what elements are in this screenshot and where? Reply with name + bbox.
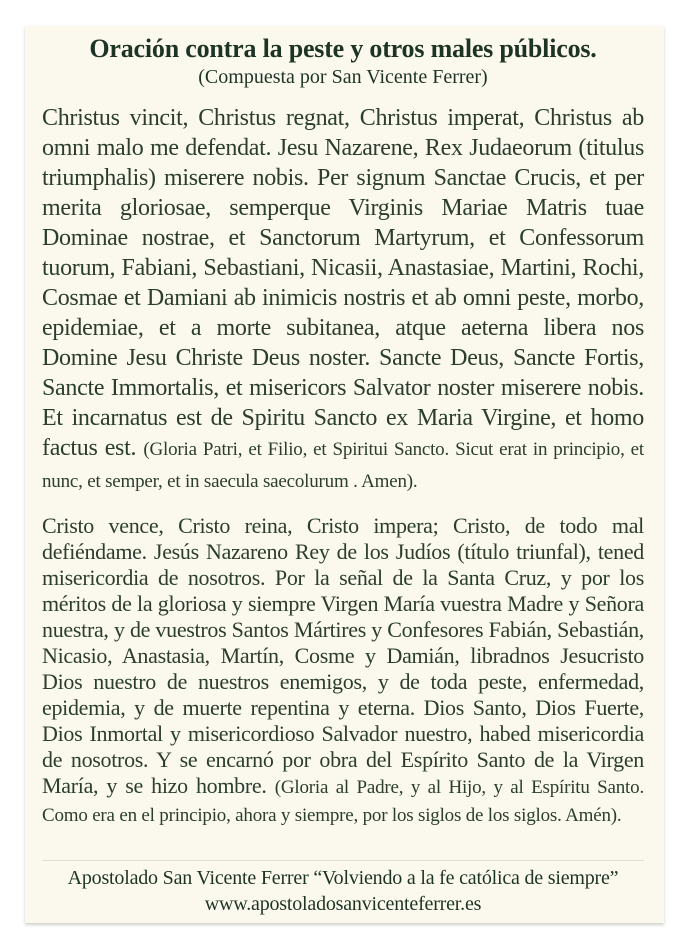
spanish-prayer [42, 513, 644, 829]
latin-prayer-main: Christus vincit, Christus regnat, Christus imperat, Christus ab omni malo me defendat. Jesu Nazarene, Rex Judaeorum (titulus triumphalis) miserere nobis. Per signum Sanctae Crucis, et per merita gloriosae, semperque Virginis Mariae Matris tuae Dominae nostrae, et Sanctorum Martyrum, et Confessorum tuorum, Fabiani, Sebastiani, Nicasii, Anastasiae, Martini, Rochi, Cosmae et Damiani ab inimicis nostris et ab omni peste, morbo, epidemiae, et a morte subitanea, atque aeterna libera nos Domine Jesu Christe Deus noster. Sancte Deus, Sancte Fortis, Sancte Immortalis, et misericors Salvator noster miserere nobis. Et incarnatus est de Spiritu Sancto ex Maria Virgine, et homo factus est. [42, 105, 644, 461]
footer-website: www.apostoladosanvicenteferrer.es [204, 893, 482, 915]
spanish-gloria: (Gloria al Padre, y al Hijo, y al Espíritu Santo. Como era en el principio, ahora y siempre, por los siglos de los siglos. Amén). [42, 777, 644, 826]
prayer-card [25, 26, 664, 923]
page-subtitle: (Compuesta por San Vicente Ferrer) [198, 66, 488, 88]
latin-gloria: (Gloria Patri, et Filio, et Spiritui Sancto. Sicut erat in principio, et nunc, et semper, et in saecula saecolurum . Amen). [42, 439, 644, 492]
latin-prayer [42, 103, 644, 497]
footer-organization: Apostolado San Vicente Ferrer “Volviendo a la fe católica de siempre” [67, 867, 619, 889]
spanish-prayer-main: Cristo vence, Cristo reina, Cristo impera; Cristo, de todo mal defiéndame. Jesús Nazareno Rey de los Judíos (título triunfal), tened misericordia de nosotros. Por la señal de la Santa Cruz, y por los méritos de la gloriosa y siempre Virgen María vuestra Madre y Señora nuestra, y de vuestros Santos Mártires y Confesores Fabián, Sebastián, Nicasio, Anastasia, Martín, Cosme y Damián, libradnos Jesucristo Dios nuestro de nuestros enemigos, y de toda peste, enfermedad, epidemia, y de muerte repentina y eterna. Dios Santo, Dios Fuerte, Dios Inmortal y misericordioso Salvador nuestro, habed misericordia de nosotros. Y se encarnó por obra del Espírito Santo de la Virgen María, y se hizo hombre. [42, 513, 644, 798]
footer [42, 860, 644, 917]
page-title: Oración contra la peste y otros males públicos. [89, 34, 597, 63]
